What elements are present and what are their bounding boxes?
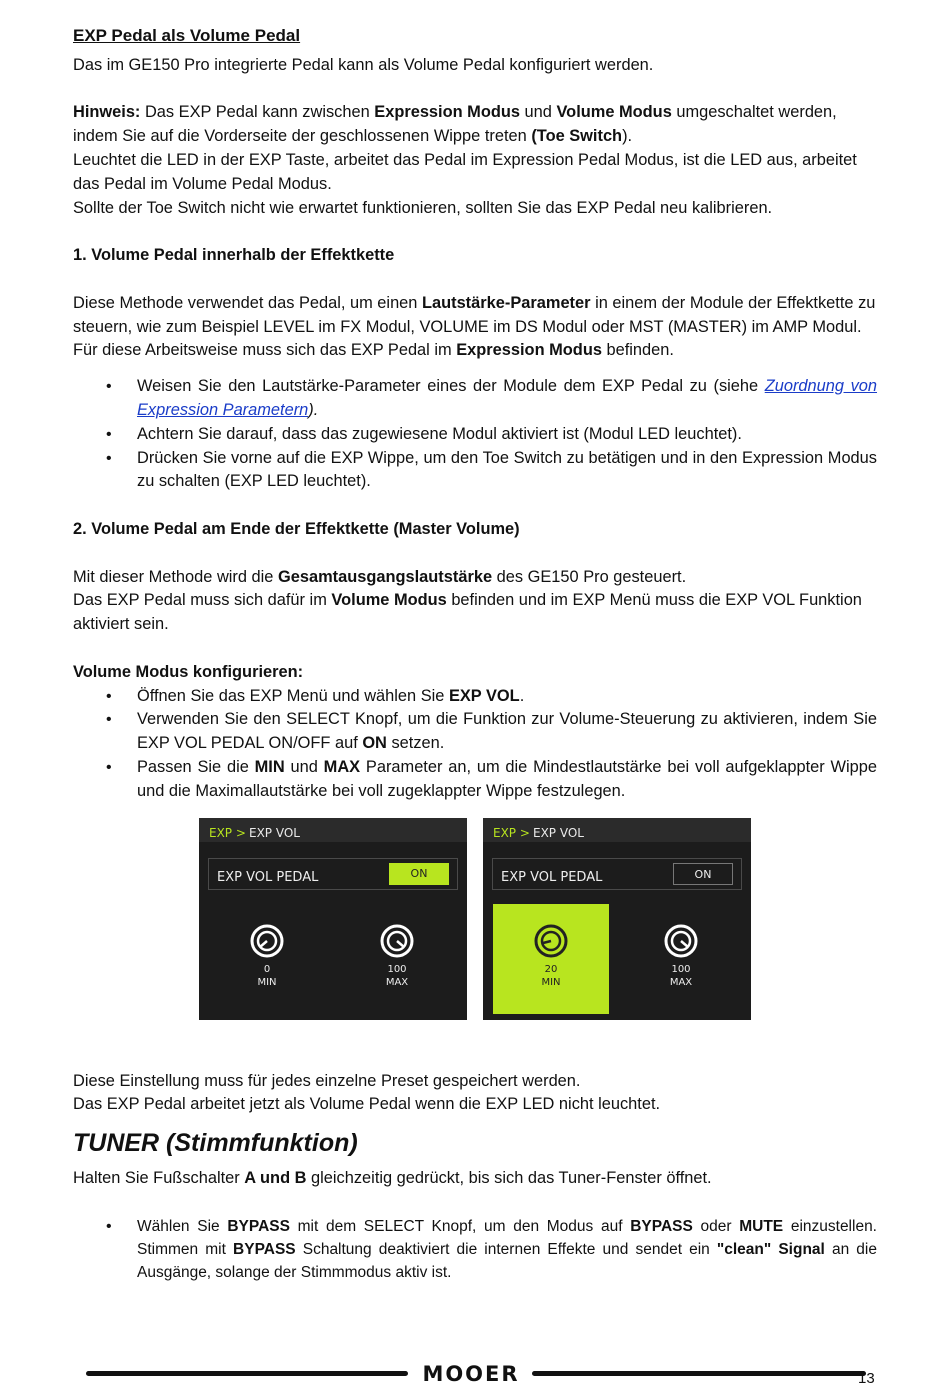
screen-left bbox=[199, 818, 467, 1020]
volume-config-title: Volume Modus konfigurieren: bbox=[73, 662, 304, 681]
intro-text: Das im GE150 Pro integrierte Pedal kann als Volume Pedal konfiguriert werden. bbox=[73, 55, 654, 74]
exp-vol-screenshots bbox=[73, 818, 877, 1058]
list-item: • Weisen Sie den Lautstärke-Parameter eines der Module dem EXP Pedal zu (siehe Zuordnung von Expression Parametern). bbox=[106, 377, 878, 419]
max-label: MAX bbox=[669, 976, 693, 988]
screen-titlebar bbox=[483, 818, 751, 842]
list-item: • Verwenden Sie den SELECT Knopf, um die Funktion zur Volume-Steuerung zu aktivieren, indem Sie EXP VOL PEDAL ON/OFF auf ON setzen. bbox=[106, 710, 877, 753]
note-led-text: Leuchtet die LED in der EXP Taste, arbeitet das Pedal im Expression Pedal Modus, ist die LED aus, arbeitet das Pedal im Volume Pedal Modus. bbox=[73, 150, 857, 193]
max-knob bbox=[339, 904, 455, 1014]
row-label: EXP VOL PEDAL bbox=[501, 869, 603, 885]
tuner-heading: TUNER (Stimmfunktion) bbox=[73, 1129, 358, 1158]
on-toggle: ON bbox=[673, 863, 733, 885]
section2-list bbox=[73, 685, 877, 804]
max-label: MAX bbox=[385, 976, 409, 988]
after-line-1: Diese Einstellung muss für jedes einzelne Preset gespeichert werden. bbox=[73, 1071, 581, 1090]
section2-para1: Mit dieser Methode wird die Gesamtausgangslautstärke des GE150 Pro gesteuert. bbox=[73, 567, 687, 586]
footer-rule-left bbox=[86, 1371, 408, 1376]
screen-right bbox=[483, 818, 751, 1020]
breadcrumb-exp: EXP > bbox=[493, 825, 530, 840]
list-item: • Öffnen Sie das EXP Menü und wählen Sie EXP VOL. bbox=[106, 686, 525, 705]
list-item: • Wählen Sie BYPASS mit dem SELECT Knopf, um den Modus auf BYPASS oder MUTE einzustellen. Stimmen mit BYPASS Schaltung deaktiviert die internen Effekte und sendet ein "clean" Signal an die Ausgänge, solange der Stimmmodus aktiv ist. bbox=[106, 1217, 877, 1281]
zuordnung-link[interactable]: Zuordnung von Expression Parametern bbox=[137, 377, 878, 419]
section2-title: 2. Volume Pedal am Ende der Effektkette (Master Volume) bbox=[73, 519, 520, 538]
section1-title: 1. Volume Pedal innerhalb der Effektkette bbox=[73, 246, 395, 265]
list-item: • Achtern Sie darauf, dass das zugewiesene Modul aktiviert ist (Modul LED leuchtet). bbox=[106, 424, 742, 443]
breadcrumb-page: EXP VOL bbox=[533, 825, 584, 840]
exp-vol-pedal-row bbox=[208, 858, 458, 890]
after-line-2: Das EXP Pedal arbeitet jetzt als Volume Pedal wenn die EXP LED nicht leuchtet. bbox=[73, 1095, 661, 1114]
min-label: MIN bbox=[541, 976, 561, 988]
knob-icon bbox=[380, 924, 414, 958]
section2-para2: Das EXP Pedal muss sich dafür im Volume Modus befinden und im EXP Menü muss die EXP VOL Funktion aktiviert sein. bbox=[73, 591, 862, 634]
breadcrumb-exp: EXP > bbox=[209, 825, 246, 840]
min-value: 20 bbox=[544, 963, 558, 975]
row-label: EXP VOL PEDAL bbox=[217, 869, 319, 885]
breadcrumb-page: EXP VOL bbox=[249, 825, 300, 840]
knob-icon bbox=[664, 924, 698, 958]
page-number: 13 bbox=[858, 1370, 875, 1387]
list-item: • Passen Sie die MIN und MAX Parameter an, um die Mindestlautstärke bei voll aufgeklappter Wippe und die Maximallautstärke bei voll zugeklappter Wippe festzulegen. bbox=[106, 757, 877, 800]
min-value: 0 bbox=[263, 963, 271, 975]
exp-vol-pedal-row bbox=[492, 858, 742, 890]
note-paragraph: Hinweis: Das EXP Pedal kann zwischen Expression Modus und Volume Modus umgeschaltet werden, indem Sie auf die Vorderseite der geschlossenen Wippe treten (Toe Switch). bbox=[73, 103, 837, 146]
tuner-list bbox=[73, 1215, 877, 1284]
max-value: 100 bbox=[387, 963, 407, 975]
list-item: • Drücken Sie vorne auf die EXP Wippe, um den Toe Switch zu betätigen und in den Expression Modus zu schalten (EXP LED leuchtet). bbox=[106, 448, 877, 491]
on-toggle: ON bbox=[389, 863, 449, 885]
mooer-logo: MOOER bbox=[422, 1362, 520, 1386]
section-heading: EXP Pedal als Volume Pedal bbox=[73, 26, 301, 45]
screen-titlebar bbox=[199, 818, 467, 842]
min-knob-selected bbox=[493, 904, 609, 1014]
page-content bbox=[73, 24, 877, 1284]
max-value: 100 bbox=[671, 963, 691, 975]
max-knob bbox=[623, 904, 739, 1014]
section1-para1: Diese Methode verwendet das Pedal, um einen Lautstärke-Parameter in einem der Module der Effektkette zu steuern, wie zum Beispiel LEVEL im FX Modul, VOLUME im DS Modul oder MST (MASTER) im AMP Modul. bbox=[73, 293, 876, 336]
min-label: MIN bbox=[257, 976, 277, 988]
knob-icon bbox=[250, 924, 284, 958]
knob-icon bbox=[534, 924, 568, 958]
min-knob bbox=[209, 904, 325, 1014]
section1-list bbox=[73, 375, 877, 494]
page-footer bbox=[86, 1362, 866, 1386]
footer-rule-right bbox=[532, 1371, 866, 1376]
section1-para2: Für diese Arbeitsweise muss sich das EXP Pedal im Expression Modus befinden. bbox=[73, 341, 674, 360]
tuner-para: Halten Sie Fußschalter A und B gleichzeitig gedrückt, bis sich das Tuner-Fenster öffnet. bbox=[73, 1169, 712, 1188]
note-calibrate-text: Sollte der Toe Switch nicht wie erwartet funktionieren, sollten Sie das EXP Pedal neu kalibrieren. bbox=[73, 198, 773, 217]
